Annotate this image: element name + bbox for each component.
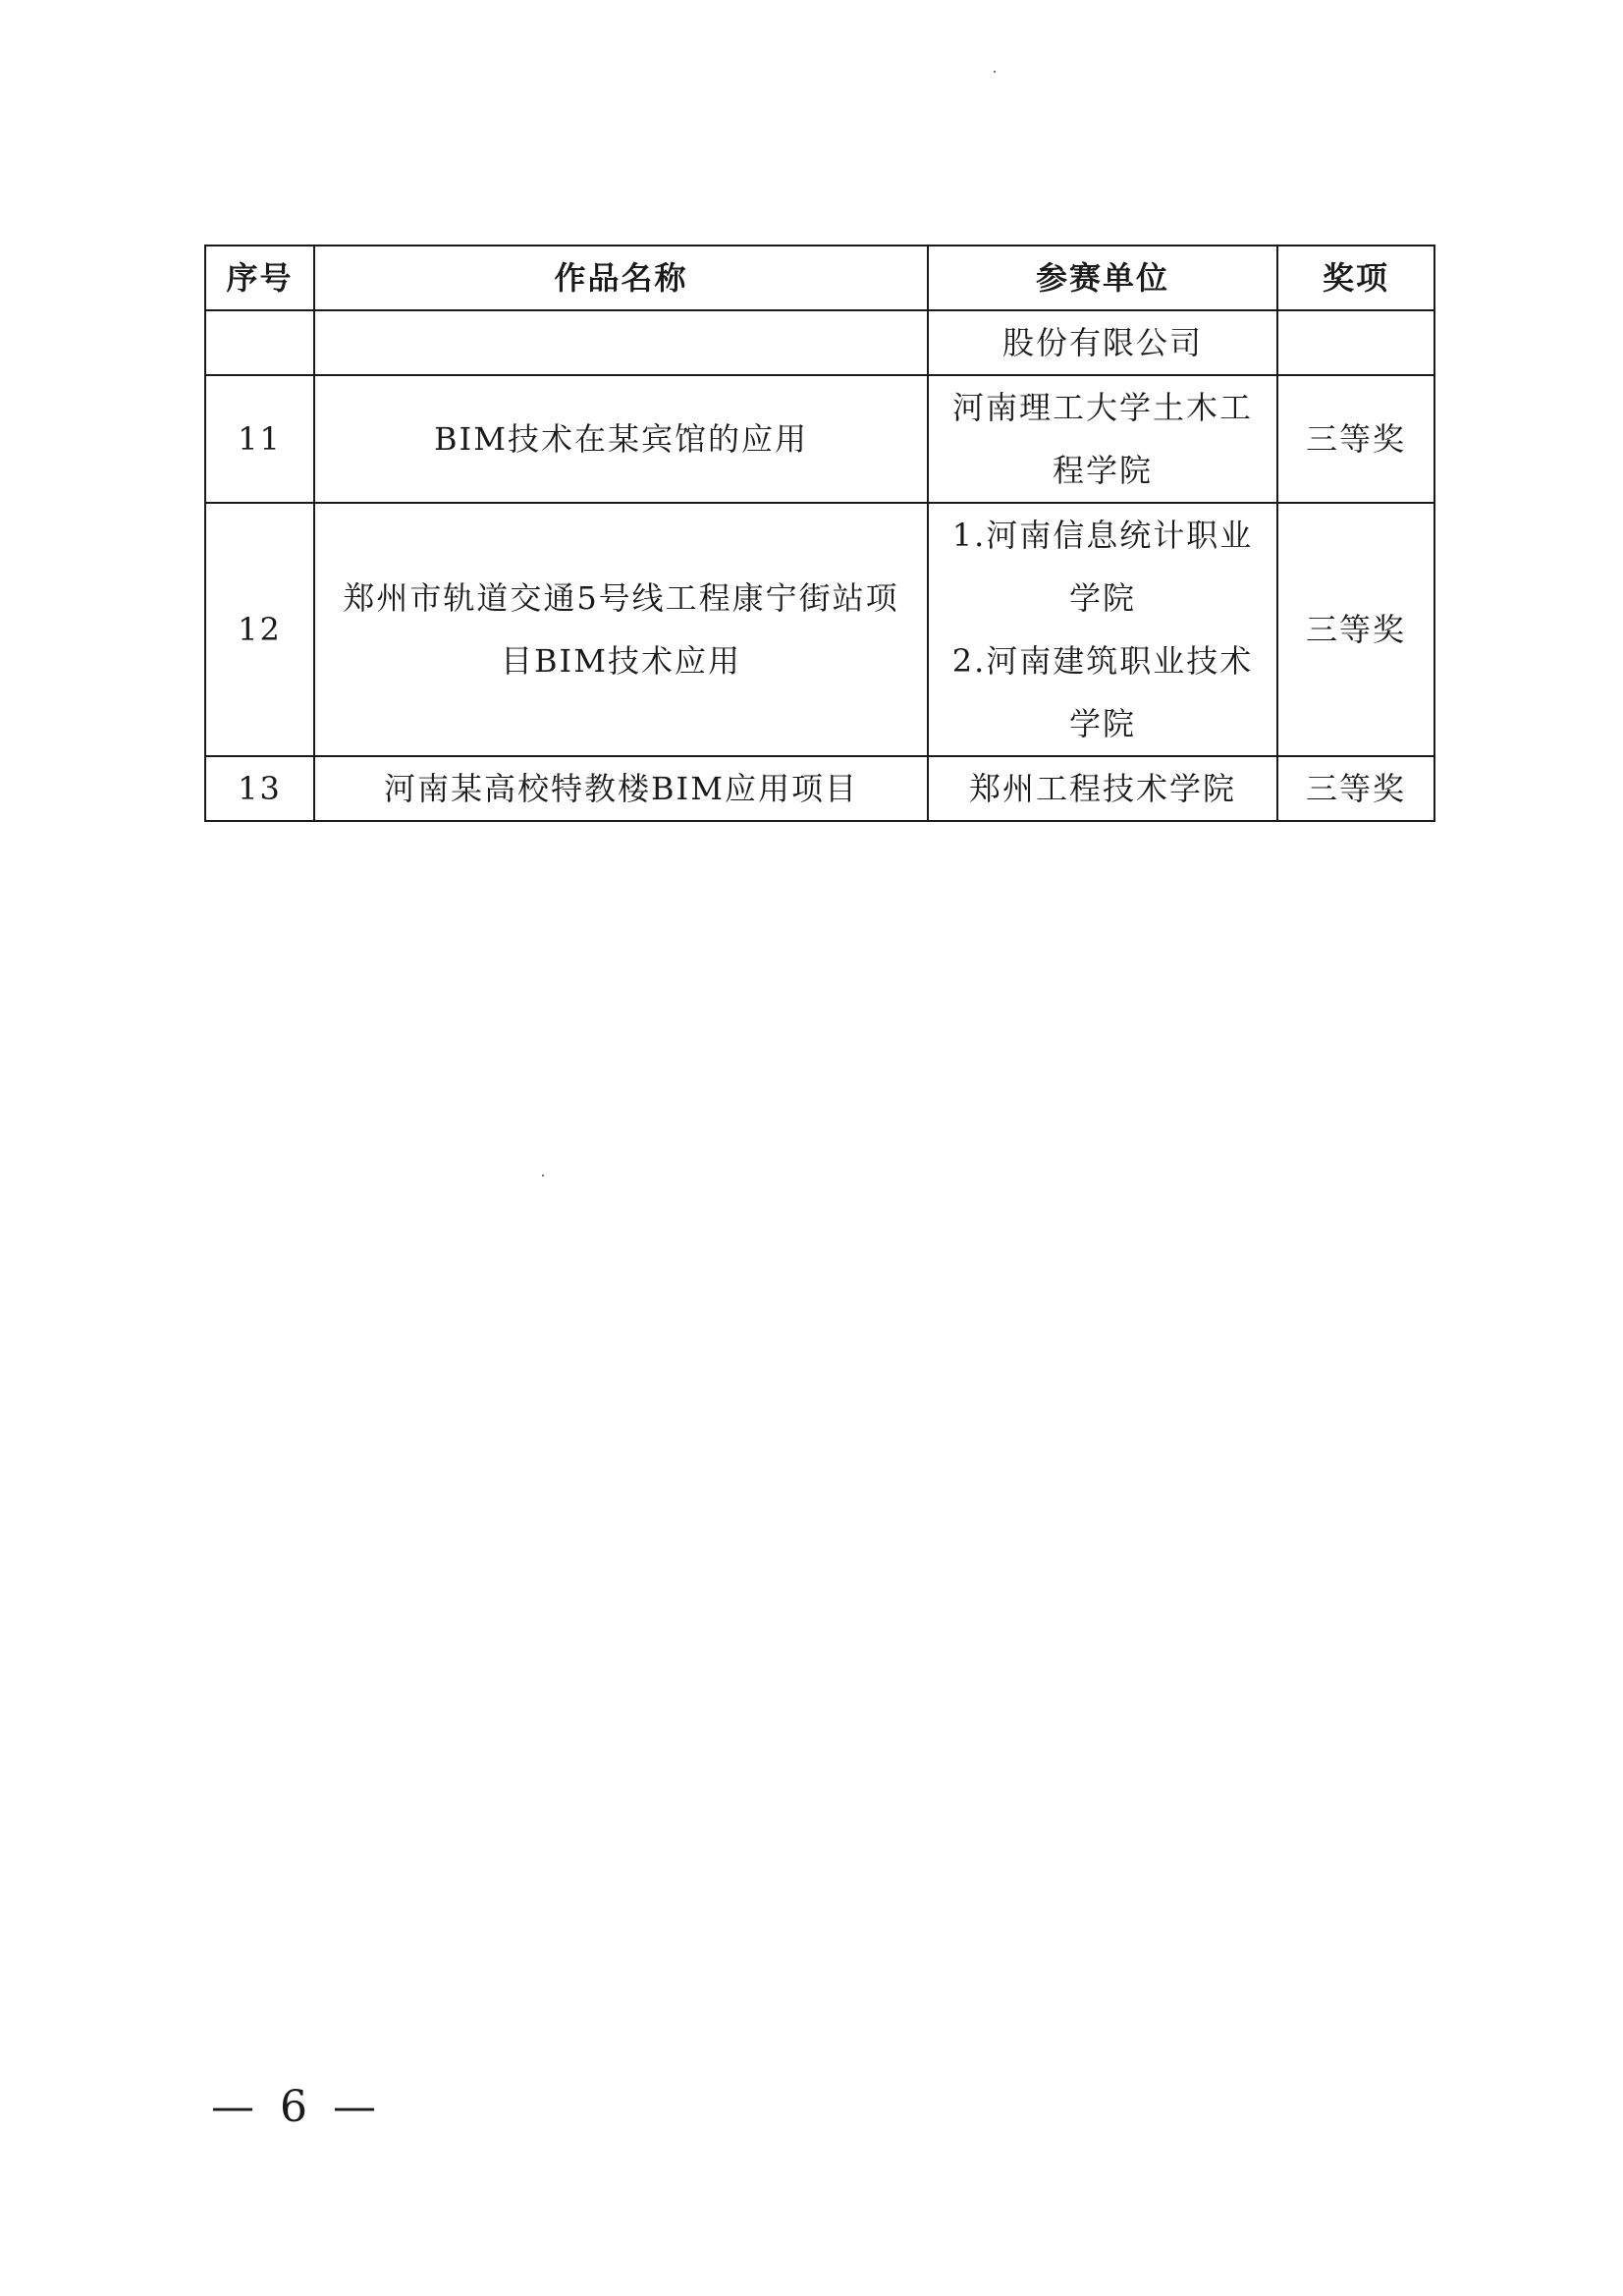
cell-unit — [928, 503, 1277, 756]
header-cell-unit: 参赛单位 — [928, 246, 1277, 310]
table-row — [205, 375, 1434, 503]
cell-unit-line: 河南理工大学土木工 — [951, 389, 1253, 426]
awards-table — [204, 245, 1435, 822]
cell-award: 三等奖 — [1277, 375, 1434, 503]
cell-unit — [928, 375, 1277, 503]
cell-unit — [928, 310, 1277, 375]
table-row — [205, 503, 1434, 756]
cell-title — [314, 375, 928, 503]
cell-unit-line: 2.河南建筑职业技术 — [951, 642, 1254, 680]
header-cell-award: 奖项 — [1277, 246, 1434, 310]
cell-number: 12 — [205, 503, 314, 756]
header-cell-title: 作品名称 — [314, 246, 928, 310]
table-header-row — [205, 246, 1434, 310]
cell-title-line: BIM技术在某宾馆的应用 — [434, 420, 808, 458]
cell-title — [314, 310, 928, 375]
cell-unit-line: 学院 — [1068, 579, 1136, 617]
cell-title-line: 郑州市轨道交通5号线工程康宁街站项 — [343, 579, 899, 617]
cell-award — [1277, 310, 1434, 375]
cell-unit-line: 股份有限公司 — [1001, 324, 1203, 361]
cell-unit-line: 学院 — [1068, 705, 1136, 742]
cell-award: 三等奖 — [1277, 503, 1434, 756]
cell-number: 13 — [205, 756, 314, 821]
cell-unit-line: 1.河南信息统计职业 — [951, 517, 1254, 554]
scan-speck — [994, 71, 996, 73]
table-row — [205, 310, 1434, 375]
page-number: — 6 — — [211, 2082, 382, 2132]
table-row — [205, 756, 1434, 821]
cell-award: 三等奖 — [1277, 756, 1434, 821]
cell-number: 11 — [205, 375, 314, 503]
cell-unit — [928, 756, 1277, 821]
scan-speck — [542, 1175, 544, 1176]
cell-title-line: 河南某高校特教楼BIM应用项目 — [384, 770, 858, 807]
cell-unit-line: 郑州工程技术学院 — [968, 770, 1236, 807]
cell-title — [314, 503, 928, 756]
header-cell-number: 序号 — [205, 246, 314, 310]
cell-title-line: 目BIM技术应用 — [501, 642, 741, 680]
cell-number — [205, 310, 314, 375]
cell-unit-line: 程学院 — [1052, 452, 1153, 489]
cell-title — [314, 756, 928, 821]
